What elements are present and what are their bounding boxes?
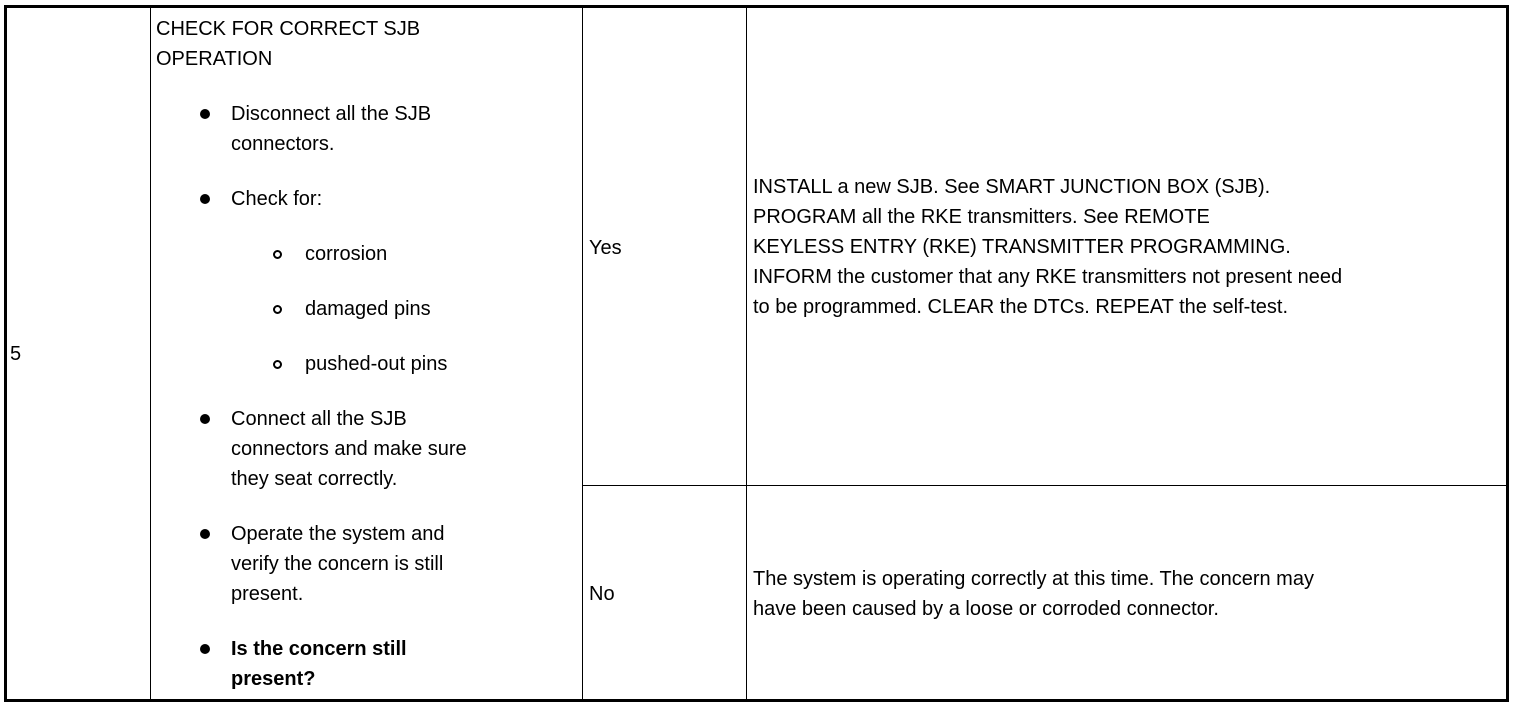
step-number: 5 <box>10 343 22 365</box>
step-title-line-2: OPERATION <box>156 48 273 70</box>
sub-bullet-icon <box>273 305 282 314</box>
result-yes-answer: Yes <box>589 237 622 259</box>
sub-item-pushed-out-pins: pushed-out pins <box>305 353 448 375</box>
step-item-operate-line-3: present. <box>231 583 304 605</box>
step-item-operate: Operate the system and <box>231 523 445 545</box>
sub-item-corrosion: corrosion <box>305 243 388 265</box>
step-question: Is the concern still <box>231 638 407 660</box>
step-item-check-for: Check for: <box>231 188 323 210</box>
step-table <box>4 5 1509 702</box>
result-no-action-line-2: have been caused by a loose or corroded connector. <box>753 598 1219 620</box>
bullet-icon <box>200 529 210 539</box>
divider-test-col <box>582 8 583 699</box>
result-yes-action-line-2: PROGRAM all the RKE transmitters. See REMOTE <box>753 206 1210 228</box>
step-item-disconnect-line-2: connectors. <box>231 133 335 155</box>
divider-step-col <box>150 8 151 699</box>
divider-yes-no <box>582 485 1506 486</box>
step-question-line-2: present? <box>231 668 316 690</box>
divider-result-col <box>746 8 747 699</box>
result-yes-action-line-4: INFORM the customer that any RKE transmitters not present need <box>753 266 1343 288</box>
bullet-icon <box>200 644 210 654</box>
result-no-answer: No <box>589 583 615 605</box>
result-yes-action-line-1: INSTALL a new SJB. See SMART JUNCTION BOX (SJB). <box>753 176 1271 198</box>
result-yes-action-line-5: to be programmed. CLEAR the DTCs. REPEAT the self-test. <box>753 296 1289 318</box>
bullet-icon <box>200 414 210 424</box>
sub-item-damaged-pins: damaged pins <box>305 298 431 320</box>
step-item-operate-line-2: verify the concern is still <box>231 553 444 575</box>
step-item-connect-line-3: they seat correctly. <box>231 468 398 490</box>
result-yes-action-line-3: KEYLESS ENTRY (RKE) TRANSMITTER PROGRAMMING. <box>753 236 1291 258</box>
step-item-connect-line-2: connectors and make sure <box>231 438 467 460</box>
sub-bullet-icon <box>273 360 282 369</box>
bullet-icon <box>200 109 210 119</box>
step-item-connect: Connect all the SJB <box>231 408 407 430</box>
step-item-disconnect: Disconnect all the SJB <box>231 103 432 125</box>
bullet-icon <box>200 194 210 204</box>
sub-bullet-icon <box>273 250 282 259</box>
result-no-action-line-1: The system is operating correctly at this time. The concern may <box>753 568 1314 590</box>
step-title-line-1: CHECK FOR CORRECT SJB <box>156 18 421 40</box>
